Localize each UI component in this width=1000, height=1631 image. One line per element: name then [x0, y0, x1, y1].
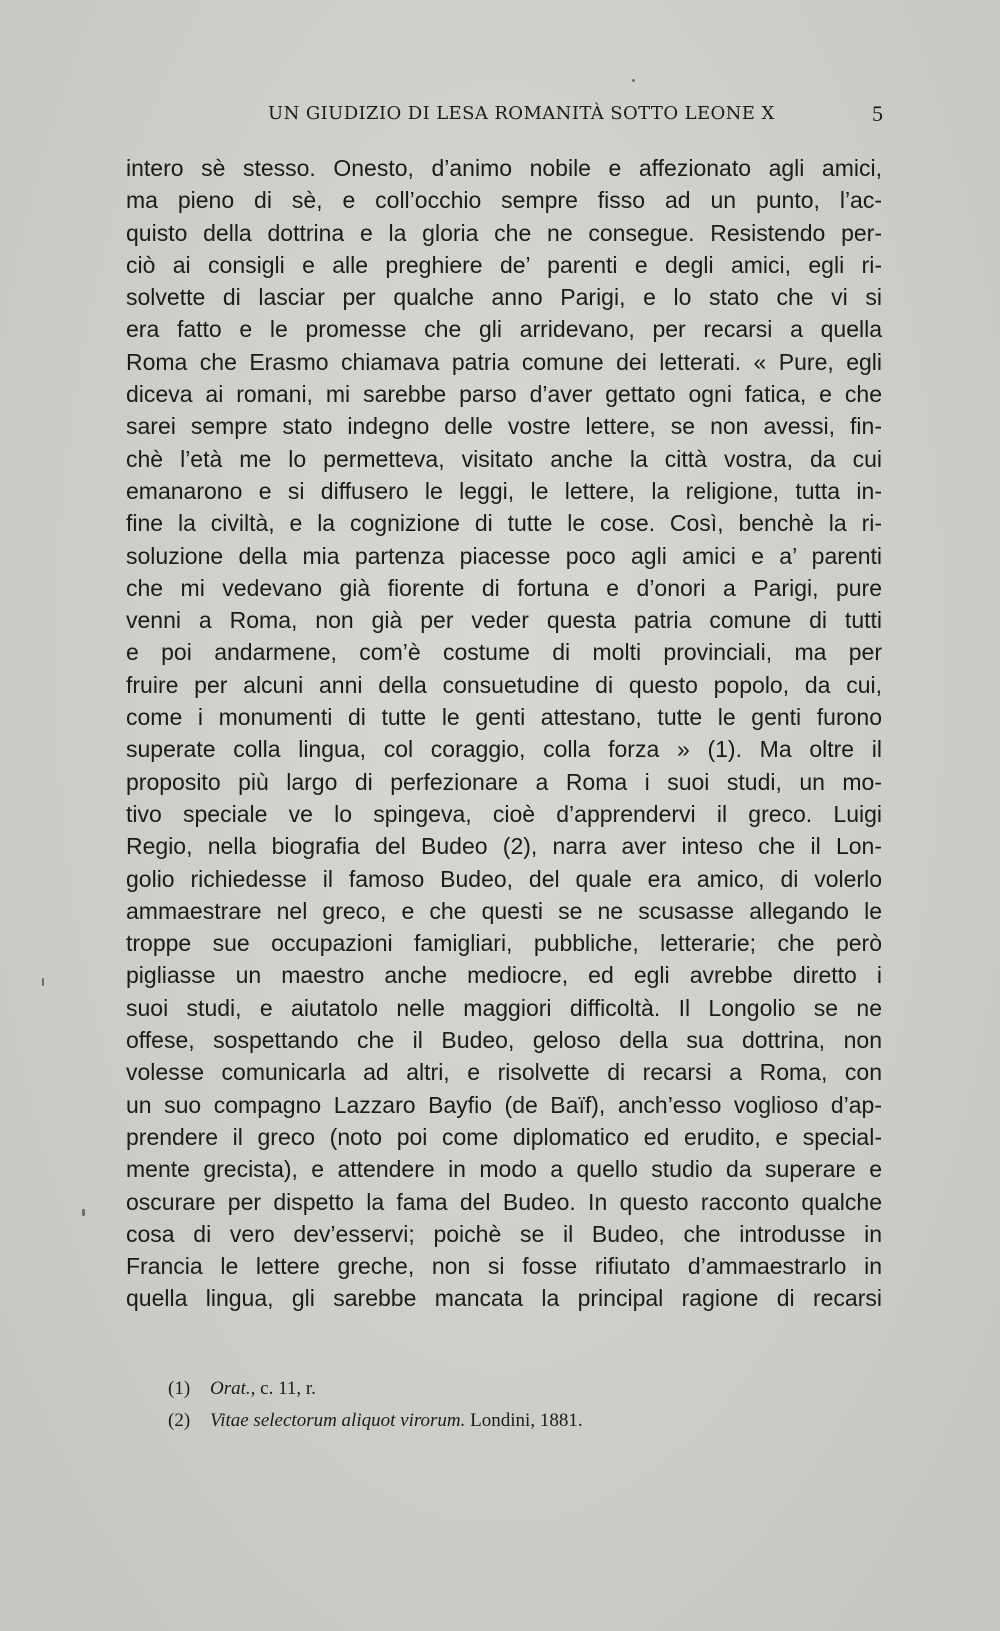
text-line: emanarono e si diffusero le leggi, le lettere, la religione, tutta in- [126, 477, 882, 504]
text-line: intero sè stesso. Onesto, d’animo nobile e affezionato agli amici, [126, 155, 882, 181]
text-line: mente grecista), e attendere in modo a quello studio da superare e [126, 1156, 882, 1183]
footnote [168, 1405, 868, 1437]
text-line: quisto della dottrina e la gloria che ne consegue. Resistendo per- [126, 219, 882, 246]
footnote [168, 1373, 868, 1405]
text-line: sarei sempre stato indegno delle vostre lettere, se non avessi, fin- [126, 413, 882, 440]
footnote-number: (1) [168, 1378, 191, 1399]
main-text [126, 152, 882, 1315]
text-line: fruire per alcuni anni della consuetudine di questo popolo, da cui, [126, 671, 882, 698]
text-line: oscurare per dispetto la fama del Budeo. In questo racconto qualche [126, 1188, 882, 1215]
text-line: solvette di lasciar per qualche anno Parigi, e lo stato che vi si [126, 284, 882, 311]
text-line: cosa di vero dev’esservi; poichè se il Budeo, che introdusse in [126, 1220, 882, 1247]
text-line: che mi vedevano già fiorente di fortuna e d’onori a Parigi, pure [126, 574, 882, 601]
footnotes [168, 1373, 868, 1437]
text-line: e poi andarmene, com’è costume di molti provinciali, ma per [126, 639, 882, 666]
text-line: proposito più largo di perfezionare a Roma i suoi studi, un mo- [126, 768, 882, 795]
running-header [0, 103, 1000, 133]
text-line: tivo speciale ve lo spingeva, cioè d’apprendervi il greco. Luigi [126, 800, 882, 827]
text-line: Regio, nella biografia del Budeo (2), narra aver inteso che il Lon- [126, 833, 882, 860]
text-line: fine la civiltà, e la cognizione di tutte le cose. Così, benchè la ri- [126, 510, 882, 537]
scan-speck [632, 79, 635, 82]
footnote-title: Vitae selectorum aliquot virorum. [210, 1410, 466, 1431]
text-line: offese, sospettando che il Budeo, geloso della sua dottrina, non [126, 1027, 882, 1054]
text-line: venni a Roma, non già per veder questa patria comune di tutti [126, 607, 882, 634]
scan-speck [82, 1209, 85, 1216]
text-line: quella lingua, gli sarebbe mancata la principal ragione di recarsi [126, 1285, 882, 1312]
text-line: ammaestrare nel greco, e che questi se ne scusasse allegando le [126, 897, 882, 924]
running-title: UN GIUDIZIO DI LESA ROMANITÀ SOTTO LEONE X [268, 103, 775, 124]
text-line: era fatto e le promesse che gli arridevano, per recarsi a quella [126, 316, 882, 343]
text-line: troppe sue occupazioni famigliari, pubbliche, letterarie; che però [126, 930, 882, 957]
footnote-title: Orat. [210, 1378, 251, 1399]
page-number: 5 [872, 101, 883, 126]
text-line: ma pieno di sè, e coll’occhio sempre fisso ad un punto, l’ac- [126, 187, 882, 214]
text-line: come i monumenti di tutte le genti attestano, tutte le genti furono [126, 704, 882, 731]
text-line: diceva ai romani, mi sarebbe parso d’aver gettato ogni fatica, e che [126, 381, 882, 408]
footnote-number: (2) [168, 1410, 191, 1431]
text-line: superate colla lingua, col coraggio, colla forza » (1). Ma oltre il [126, 736, 882, 763]
text-line: prendere il greco (noto poi come diplomatico ed erudito, e special- [126, 1123, 882, 1150]
text-line: soluzione della mia partenza piacesse poco agli amici e a’ parenti [126, 542, 882, 569]
text-line: chè l’età me lo permetteva, visitato anche la città vostra, da cui [126, 445, 882, 472]
footnote-reference: Londini, 1881. [465, 1410, 583, 1431]
text-line: suoi studi, e aiutatolo nelle maggiori difficoltà. Il Longolio se ne [126, 994, 882, 1021]
text-line: volesse comunicarla ad altri, e risolvette di recarsi a Roma, con [126, 1059, 882, 1086]
text-line: Francia le lettere greche, non si fosse rifiutato d’ammaestrarlo in [126, 1253, 882, 1280]
text-line: Roma che Erasmo chiamava patria comune dei letterati. « Pure, egli [126, 348, 882, 375]
scan-speck [42, 978, 44, 986]
text-line: golio richiedesse il famoso Budeo, del quale era amico, di volerlo [126, 865, 882, 892]
text-line: un suo compagno Lazzaro Bayfio (de Baïf), anch’esso voglioso d’ap- [126, 1091, 882, 1118]
footnote-reference: , c. 11, r. [250, 1378, 316, 1399]
text-line: pigliasse un maestro anche mediocre, ed egli avrebbe diretto i [126, 962, 882, 989]
text-line: ciò ai consigli e alle preghiere de’ parenti e degli amici, egli ri- [126, 251, 882, 278]
